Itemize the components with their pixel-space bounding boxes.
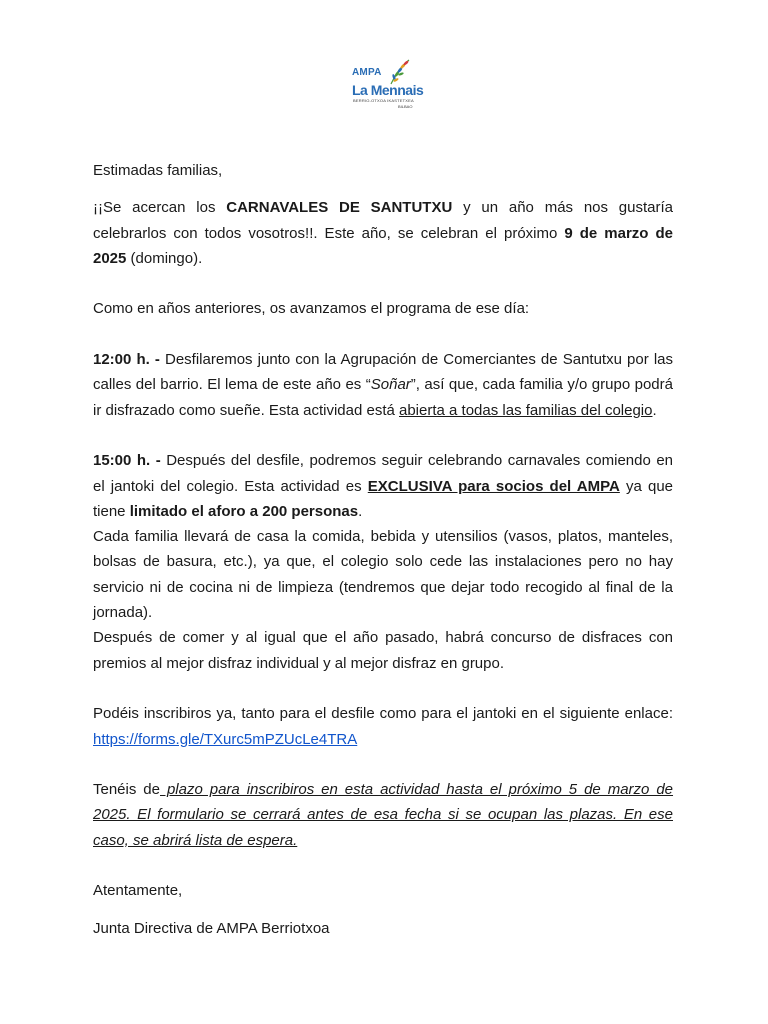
paragraph-signup: Podéis inscribiros ya, tanto para el desfile como para el jantoki en el siguiente enlace: https://forms.gle/TXurc5mPZUcLe4TRA [93,705,673,748]
capacity-limit: limitado el aforo a 200 personas [129,502,359,520]
parade-time: 12:00 h. - [93,351,160,369]
paragraph-parade: 12:00 h. - Desfilaremos junto con la Agrupación de Comerciantes de Santutxu por las calles del barrio. El lema de este año es “Soñar”, así que, cada familia y/o grupo podrá ir disfrazado como sueñe. Esta actividad está abierta a todas las familias del colegio. [93,351,673,419]
paragraph-contest: Después de comer y al igual que el año pasado, habrá concurso de disfraces con premios al mejor disfraz individual y al mejor disfraz en grupo. [93,629,673,672]
letter-body [93,158,673,941]
event-date: 9 de marzo de 2025 [93,224,673,267]
deadline-notice: plazo para inscribiros en esta actividad hasta el próximo 5 de marzo de 2025. El formulario se cerrará antes de esa fecha si se ocupan las plazas. En ese caso, se abrirá lista de espera. [93,781,674,849]
logo-ampa-text: AMPA [352,67,382,78]
signup-link[interactable]: https://forms.gle/TXurc5mPZUcLe4TRA [93,730,358,748]
paragraph-deadline: Tenéis de plazo para inscribiros en esta actividad hasta el próximo 5 de marzo de 2025. El formulario se cerrará antes de esa fecha si se ocupan las plazas. En ese caso, se abrirá lista de espera. [93,781,674,849]
signature: Junta Directiva de AMPA Berriotxoa [93,919,330,937]
ampa-logo [343,50,425,116]
open-to-all: abierta a todas las familias del colegio [399,401,653,419]
logo-subtitle: BERRIO-OTXOA IKASTETXEA [353,98,414,103]
logo-city: BILBAO [398,104,413,109]
motto: Soñar [370,376,411,394]
greeting: Estimadas familias, [93,162,223,179]
exclusive-members: EXCLUSIVA para socios del AMPA [367,477,620,495]
carnival-name: CARNAVALES DE SANTUTXU [226,199,453,217]
logo-name-text: La Mennais [352,82,424,98]
paragraph-program: Como en años anteriores, os avanzamos el programa de ese día: [93,300,530,318]
paragraph-supplies: Cada familia llevará de casa la comida, bebida y utensilios (vasos, platos, manteles, bolsas de basura, etc.), ya que, el colegio solo cede las instalaciones pero no hay servicio ni de cocina ni de limpieza (tendremos que dejar todo recogido al final de la jornada). [93,528,673,622]
lunch-time: 15:00 h. - [93,452,161,470]
paragraph-intro: ¡¡Se acercan los CARNAVALES DE SANTUTXU y un año más nos gustaría celebrarlos con todos vosotros!!. Este año, se celebran el próximo 9 de marzo de 2025 (domingo). [93,199,673,267]
closing: Atentamente, [93,882,183,900]
paragraph-lunch: 15:00 h. - Después del desfile, podremos seguir celebrando carnavales comiendo en el jantoki del colegio. Esta actividad es EXCLUSIVA para socios del AMPA ya que tiene limitado el aforo a 200 personas. [93,452,674,520]
